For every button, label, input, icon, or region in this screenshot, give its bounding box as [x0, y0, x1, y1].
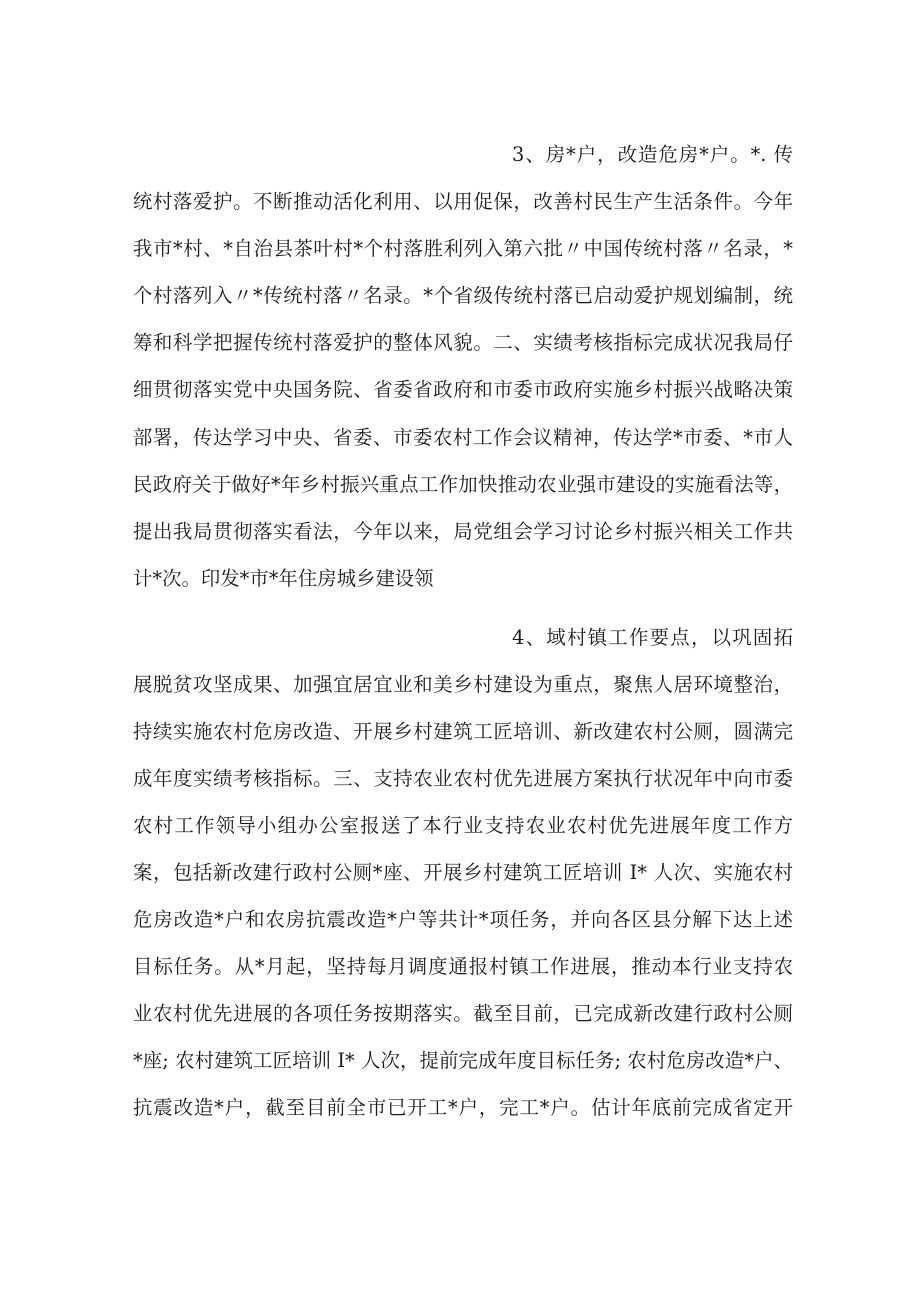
paragraph-line: 农村工作领导小组办公室报送了本行业支持农业农村优先进展年度工作方: [133, 814, 793, 837]
paragraph-line: 民政府关于做好*年乡村振兴重点工作加快推动农业强市建设的实施看法等，: [133, 473, 793, 496]
paragraph-line: 细贯彻落实党中央国务院、省委省政府和市委市政府实施乡村振兴战略决策: [133, 378, 793, 401]
paragraph-line: 案，包括新改建行政村公厕*座、开展乡村建筑工匠培训 I* 人次、实施农村: [133, 861, 793, 884]
paragraph-line: 提出我局贯彻落实看法，今年以来，局党组会学习讨论乡村振兴相关工作共: [133, 520, 793, 543]
paragraph-line: 我市*村、*自治县茶叶村*个村落胜利列入第六批〃中国传统村落〃名录，*: [133, 237, 793, 260]
paragraph-line: 计*次。印发*市*年住房城乡建设领: [133, 567, 434, 590]
paragraph-line: 3、房*户，改造危房*户。*. 传: [512, 143, 793, 166]
paragraph-line: 持续实施农村危房改造、开展乡村建筑工匠培训、新改建农村公厕，圆满完: [133, 720, 793, 743]
paragraph-line: 业农村优先进展的各项任务按期落实。截至目前，已完成新改建行政村公厕: [133, 1002, 793, 1025]
paragraph-line: 筹和科学把握传统村落爱护的整体风貌。二、实绩考核指标完成状况我局仔: [133, 331, 793, 354]
paragraph-line: *座; 农村建筑工匠培训 I* 人次，提前完成年度目标任务; 农村危房改造*户、: [133, 1049, 793, 1072]
paragraph-line: 危房改造*户和农房抗震改造*户等共计*项任务，并向各区县分解下达上述: [133, 908, 793, 931]
paragraph-line: 抗震改造*户，截至目前全市已开工*户，完工*户。估计年底前完成省定开: [133, 1096, 793, 1119]
paragraph-line: 4、域村镇工作要点，以巩固拓: [512, 626, 793, 649]
paragraph-line: 成年度实绩考核指标。三、支持农业农村优先进展方案执行状况年中向市委: [133, 767, 793, 790]
paragraph-line: 统村落爱护。不断推动活化利用、以用促保，改善村民生产生活条件。今年: [133, 190, 793, 213]
paragraph-line: 展脱贫攻坚成果、加强宜居宜业和美乡村建设为重点，聚焦人居环境整治，: [133, 673, 793, 696]
paragraph-line: 个村落列入〃*传统村落〃名录。*个省级传统村落已启动爱护规划编制，统: [133, 284, 793, 307]
paragraph-line: 部署，传达学习中央、省委、市委农村工作会议精神，传达学*市委、*市人: [133, 426, 793, 449]
paragraph-line: 目标任务。从*月起，坚持每月调度通报村镇工作进展，推动本行业支持农: [133, 955, 793, 978]
